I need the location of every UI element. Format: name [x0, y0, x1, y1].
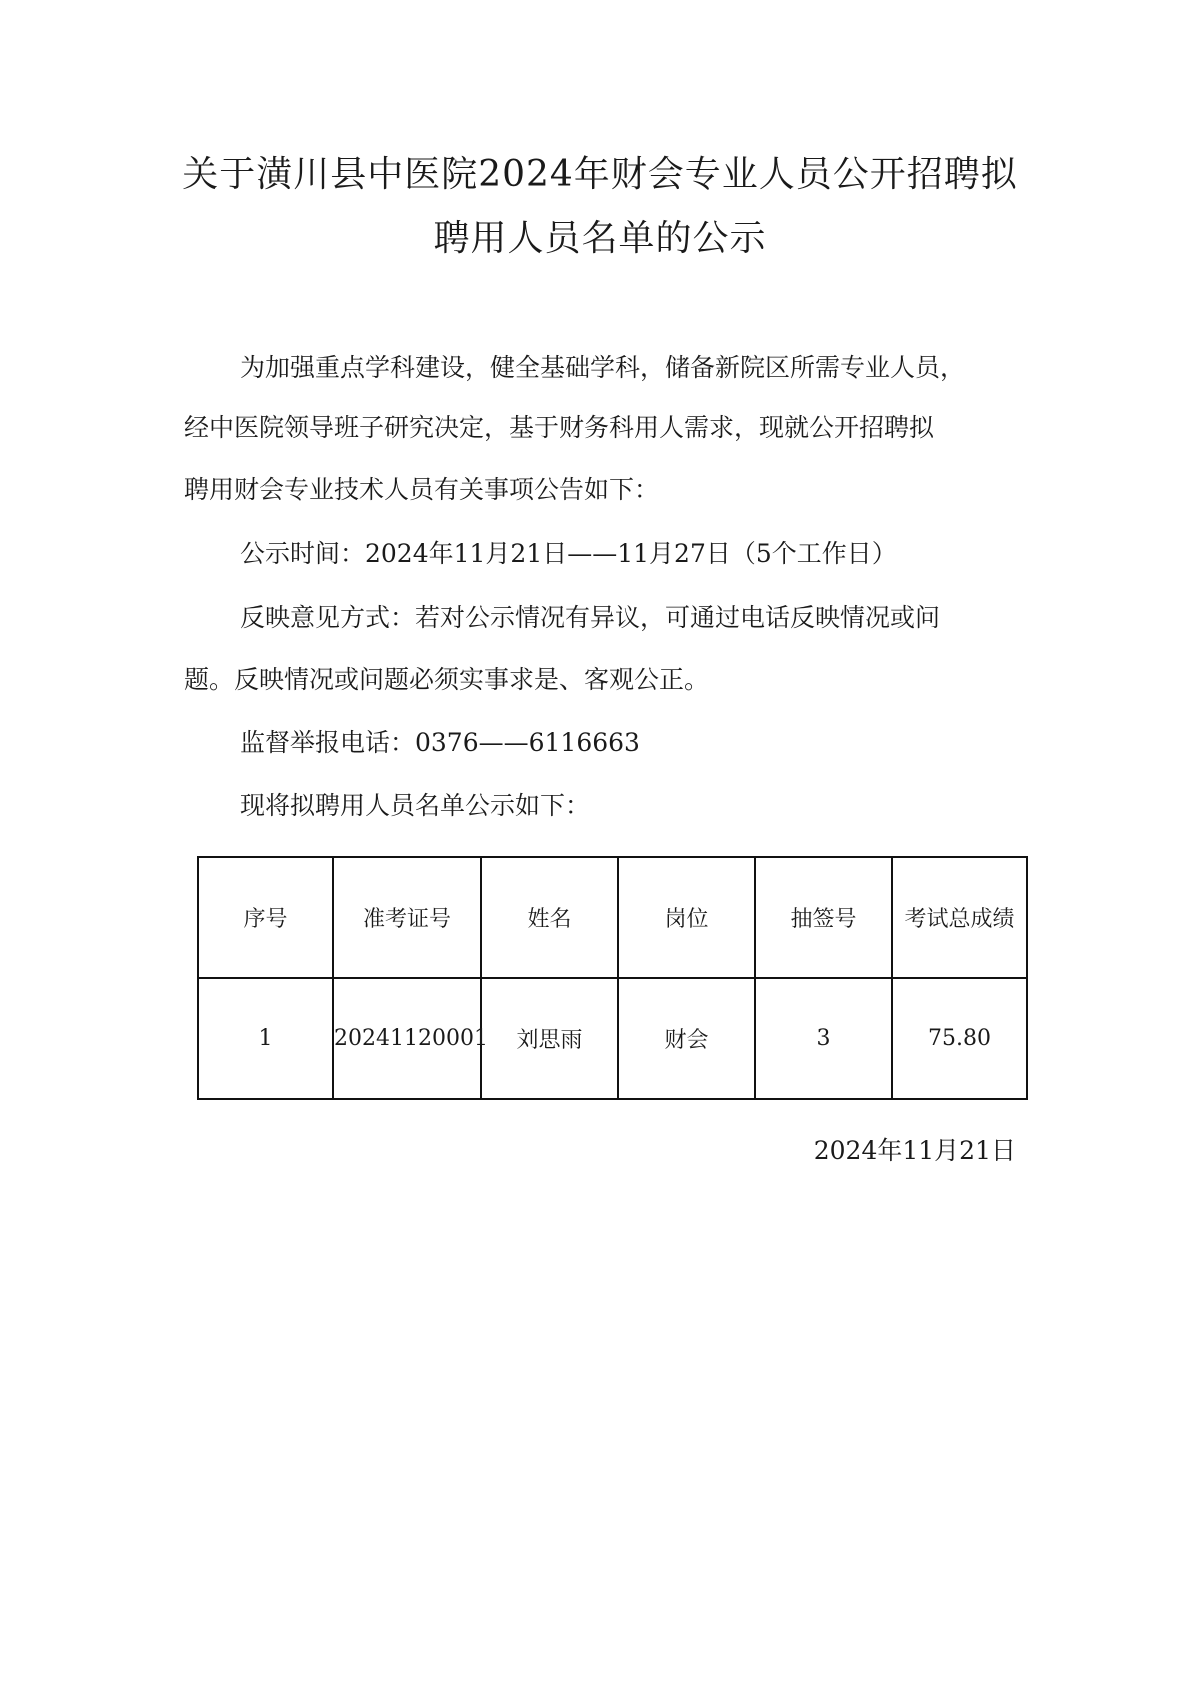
header-total-score: 考试总成绩	[892, 857, 1027, 978]
header-lot-number: 抽签号	[755, 857, 892, 978]
cell-total-score: 75.80	[892, 978, 1027, 1099]
cell-name: 刘思雨	[481, 978, 618, 1099]
cell-position: 财会	[618, 978, 755, 1099]
header-exam-number: 准考证号	[333, 857, 481, 978]
header-index: 序号	[198, 857, 333, 978]
header-name: 姓名	[481, 857, 618, 978]
cell-exam-number: 20241120001	[333, 978, 481, 1099]
notice-period: 公示时间：2024年11月21日——11月27日（5个工作日）	[240, 539, 897, 568]
list-intro: 现将拟聘用人员名单公示如下：	[240, 791, 591, 820]
feedback-line2: 题。反映情况或问题必须实事求是、客观公正。	[184, 665, 710, 694]
feedback-line1: 反映意见方式：若对公示情况有异议，可通过电话反映情况或问	[240, 603, 941, 632]
document-title-line1: 关于潢川县中医院2024年财会专业人员公开招聘拟	[182, 154, 1018, 195]
intro-paragraph-line3: 聘用财会专业技术人员有关事项公告如下：	[184, 475, 660, 504]
cell-lot-number: 3	[755, 978, 892, 1099]
hotline: 监督举报电话：0376——6116663	[240, 728, 640, 757]
issue-date: 2024年11月21日	[813, 1136, 1016, 1165]
intro-paragraph-line1: 为加强重点学科建设，健全基础学科，储备新院区所需专业人员，	[240, 353, 966, 382]
document-title-line2: 聘用人员名单的公示	[433, 218, 767, 259]
table-header-row	[198, 857, 1027, 978]
candidate-table	[197, 856, 1028, 1100]
table-row	[198, 978, 1027, 1099]
header-position: 岗位	[618, 857, 755, 978]
intro-paragraph-line2: 经中医院领导班子研究决定，基于财务科用人需求，现就公开招聘拟	[184, 413, 935, 442]
cell-index: 1	[198, 978, 333, 1099]
